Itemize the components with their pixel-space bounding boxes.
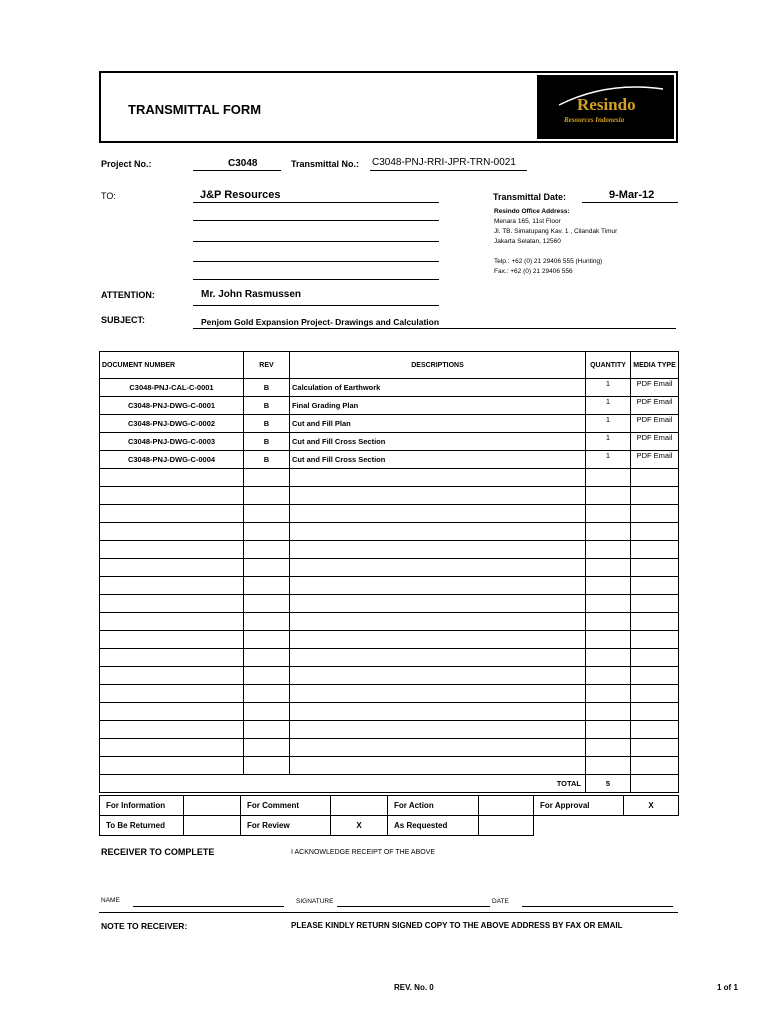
quantity-cell: [586, 757, 631, 775]
table-row: [100, 739, 679, 757]
description-cell: Final Grading Plan: [290, 397, 586, 415]
divider: [99, 912, 678, 913]
rev-cell: [244, 541, 290, 559]
description-cell: Cut and Fill Cross Section: [290, 433, 586, 451]
description-cell: [290, 523, 586, 541]
description-cell: [290, 757, 586, 775]
documents-table: [99, 351, 679, 793]
quantity-cell: 1: [586, 451, 631, 469]
to-be-returned-label: To Be Returned: [100, 816, 184, 836]
to-be-returned-box[interactable]: [184, 816, 241, 836]
rev-cell: [244, 469, 290, 487]
rev-cell: [244, 631, 290, 649]
doc-number-cell: [100, 469, 244, 487]
total-value: 5: [586, 775, 631, 793]
rev-cell: [244, 613, 290, 631]
signature-label: SIGNATURE: [296, 898, 334, 905]
quantity-cell: [586, 667, 631, 685]
rev-cell: [244, 757, 290, 775]
description-cell: [290, 739, 586, 757]
media-type-cell: [631, 649, 679, 667]
as-requested-label: As Requested: [388, 816, 479, 836]
quantity-cell: [586, 721, 631, 739]
quantity-cell: [586, 523, 631, 541]
table-row: [100, 595, 679, 613]
office-telp: Telp.: +62 (0) 21 29406 555 (Hunting): [494, 258, 603, 265]
for-approval-box[interactable]: X: [624, 796, 679, 816]
description-cell: [290, 505, 586, 523]
for-information-box[interactable]: [184, 796, 241, 816]
date-label: DATE: [492, 898, 509, 905]
media-type-cell: [631, 667, 679, 685]
doc-number-cell: [100, 541, 244, 559]
quantity-cell: [586, 559, 631, 577]
table-row: [100, 559, 679, 577]
transmittal-date-line: [582, 202, 678, 203]
doc-number-cell: [100, 703, 244, 721]
table-row: [100, 469, 679, 487]
for-approval-label: For Approval: [534, 796, 624, 816]
col-header-rev: REV: [244, 352, 290, 379]
quantity-cell: [586, 505, 631, 523]
office-line-3: Jakarta Selatan, 12560: [494, 238, 561, 245]
quantity-cell: [586, 613, 631, 631]
for-action-box[interactable]: [479, 796, 534, 816]
doc-number-cell: [100, 667, 244, 685]
for-comment-box[interactable]: [331, 796, 388, 816]
media-type-cell: PDF Email: [631, 379, 679, 397]
doc-number-cell: [100, 523, 244, 541]
quantity-cell: 1: [586, 415, 631, 433]
office-title: Resindo Office Address:: [494, 208, 570, 215]
rev-cell: B: [244, 415, 290, 433]
col-header-quantity: QUANTITY: [586, 352, 631, 379]
attention-line: [193, 305, 439, 306]
table-row: [100, 649, 679, 667]
quantity-cell: [586, 631, 631, 649]
table-row: [100, 433, 679, 451]
to-line-4: [193, 261, 439, 262]
svg-text:Resindo: Resindo: [577, 95, 636, 114]
table-row: [100, 541, 679, 559]
rev-cell: B: [244, 433, 290, 451]
quantity-cell: [586, 685, 631, 703]
media-type-cell: [631, 703, 679, 721]
rev-cell: [244, 505, 290, 523]
quantity-cell: [586, 541, 631, 559]
table-row: [100, 577, 679, 595]
quantity-cell: [586, 487, 631, 505]
table-row: [100, 451, 679, 469]
for-comment-label: For Comment: [241, 796, 331, 816]
table-row: [100, 631, 679, 649]
media-type-cell: [631, 541, 679, 559]
project-no-label: Project No.:: [101, 159, 152, 169]
table-row: [100, 487, 679, 505]
doc-number-cell: [100, 721, 244, 739]
media-type-cell: [631, 685, 679, 703]
description-cell: [290, 703, 586, 721]
table-row: [100, 523, 679, 541]
media-type-cell: [631, 487, 679, 505]
table-row: [100, 415, 679, 433]
rev-cell: [244, 595, 290, 613]
to-value: J&P Resources: [200, 189, 281, 201]
table-row: [100, 379, 679, 397]
for-review-box[interactable]: X: [331, 816, 388, 836]
table-row: [100, 667, 679, 685]
doc-number-cell: [100, 595, 244, 613]
transmittal-no-line: [370, 170, 527, 171]
description-cell: [290, 613, 586, 631]
quantity-cell: [586, 649, 631, 667]
attention-label: ATTENTION:: [101, 290, 155, 300]
description-cell: Cut and Fill Plan: [290, 415, 586, 433]
doc-number-cell: [100, 505, 244, 523]
name-label: NAME: [101, 897, 120, 904]
quantity-cell: [586, 739, 631, 757]
action-table: [99, 795, 679, 836]
to-line-2: [193, 220, 439, 221]
table-row: [100, 721, 679, 739]
signature-line[interactable]: [337, 906, 490, 907]
description-cell: [290, 469, 586, 487]
transmittal-date-label: Transmittal Date:: [493, 192, 567, 202]
doc-number-cell: [100, 685, 244, 703]
to-label: TO:: [101, 191, 116, 201]
rev-cell: [244, 559, 290, 577]
for-review-label: For Review: [241, 816, 331, 836]
rev-cell: [244, 739, 290, 757]
quantity-cell: 1: [586, 397, 631, 415]
description-cell: [290, 667, 586, 685]
doc-number-cell: C3048-PNJ-DWG-C-0003: [100, 433, 244, 451]
to-line-1: [193, 202, 439, 203]
doc-number-cell: [100, 757, 244, 775]
total-row: [100, 775, 679, 793]
media-type-cell: [631, 757, 679, 775]
doc-number-cell: [100, 739, 244, 757]
office-line-2: Jl. TB. Simatupang Kav. 1 , Cilandak Timur: [494, 228, 618, 235]
rev-cell: [244, 487, 290, 505]
rev-cell: [244, 577, 290, 595]
empty-cell: [624, 816, 679, 836]
attention-value: Mr. John Rasmussen: [201, 289, 302, 300]
description-cell: [290, 541, 586, 559]
table-row: [100, 613, 679, 631]
media-type-cell: PDF Email: [631, 415, 679, 433]
description-cell: [290, 721, 586, 739]
description-cell: [290, 631, 586, 649]
rev-cell: [244, 721, 290, 739]
as-requested-box[interactable]: [479, 816, 534, 836]
action-row-1: [100, 796, 679, 816]
description-cell: Calculation of Earthwork: [290, 379, 586, 397]
svg-text:Resources Indonesia: Resources Indonesia: [564, 116, 625, 124]
rev-cell: [244, 667, 290, 685]
transmittal-no-value: C3048-PNJ-RRI-JPR-TRN-0021: [372, 157, 516, 168]
description-cell: [290, 685, 586, 703]
rev-cell: [244, 685, 290, 703]
form-title: TRANSMITTAL FORM: [128, 102, 262, 117]
resindo-logo: [537, 75, 674, 139]
doc-number-cell: [100, 577, 244, 595]
media-type-cell: [631, 523, 679, 541]
media-type-cell: [631, 613, 679, 631]
total-label: TOTAL: [100, 775, 586, 793]
receiver-label: RECEIVER TO COMPLETE: [101, 847, 215, 857]
table-row: [100, 397, 679, 415]
table-row: [100, 685, 679, 703]
quantity-cell: 1: [586, 379, 631, 397]
col-header-doc-number: DOCUMENT NUMBER: [100, 352, 244, 379]
media-type-cell: [631, 595, 679, 613]
media-type-cell: [631, 505, 679, 523]
quantity-cell: [586, 595, 631, 613]
description-cell: [290, 649, 586, 667]
description-cell: [290, 487, 586, 505]
note-label: NOTE TO RECEIVER:: [101, 921, 188, 931]
doc-number-cell: C3048-PNJ-DWG-C-0004: [100, 451, 244, 469]
description-cell: [290, 559, 586, 577]
table-row: [100, 505, 679, 523]
quantity-cell: [586, 469, 631, 487]
for-action-label: For Action: [388, 796, 479, 816]
project-no-line: [193, 170, 281, 171]
media-type-cell: [631, 559, 679, 577]
rev-cell: [244, 523, 290, 541]
doc-number-cell: [100, 649, 244, 667]
col-header-media-type: MEDIA TYPE: [631, 352, 679, 379]
description-cell: Cut and Fill Cross Section: [290, 451, 586, 469]
rev-number: REV. No. 0: [394, 983, 434, 992]
subject-line: [193, 328, 676, 329]
table-row: [100, 757, 679, 775]
quantity-cell: [586, 577, 631, 595]
empty-cell: [534, 816, 624, 836]
office-fax: Fax.: +62 (0) 21 29406 556: [494, 268, 573, 275]
note-text: PLEASE KINDLY RETURN SIGNED COPY TO THE ABOVE ADDRESS BY FAX OR EMAIL: [291, 921, 623, 930]
to-line-5: [193, 279, 439, 280]
doc-number-cell: C3048-PNJ-CAL-C-0001: [100, 379, 244, 397]
media-type-cell: PDF Email: [631, 397, 679, 415]
doc-number-cell: C3048-PNJ-DWG-C-0001: [100, 397, 244, 415]
name-line[interactable]: [133, 906, 284, 907]
rev-cell: [244, 703, 290, 721]
media-type-cell: [631, 577, 679, 595]
office-line-1: Menara 165, 11st Floor: [494, 218, 561, 225]
rev-cell: B: [244, 379, 290, 397]
project-no-value: C3048: [228, 158, 258, 169]
media-type-cell: [631, 631, 679, 649]
doc-number-cell: [100, 613, 244, 631]
doc-number-cell: C3048-PNJ-DWG-C-0002: [100, 415, 244, 433]
transmittal-date-value: 9-Mar-12: [609, 189, 655, 201]
table-row: [100, 703, 679, 721]
col-header-descriptions: DESCRIPTIONS: [290, 352, 586, 379]
doc-number-cell: [100, 487, 244, 505]
description-cell: [290, 595, 586, 613]
action-row-2: [100, 816, 679, 836]
rev-cell: [244, 649, 290, 667]
media-type-cell: PDF Email: [631, 451, 679, 469]
quantity-cell: 1: [586, 433, 631, 451]
for-information-label: For Information: [100, 796, 184, 816]
total-media-cell: [631, 775, 679, 793]
rev-cell: B: [244, 397, 290, 415]
transmittal-no-label: Transmittal No.:: [291, 159, 360, 169]
subject-value: Penjom Gold Expansion Project- Drawings and Calculation: [201, 317, 440, 327]
table-header-row: [100, 352, 679, 379]
acknowledge-text: I ACKNOWLEDGE RECEIPT OF THE ABOVE: [291, 849, 436, 856]
media-type-cell: [631, 469, 679, 487]
doc-number-cell: [100, 631, 244, 649]
doc-number-cell: [100, 559, 244, 577]
date-line[interactable]: [522, 906, 673, 907]
rev-cell: B: [244, 451, 290, 469]
quantity-cell: [586, 703, 631, 721]
description-cell: [290, 577, 586, 595]
page-number: 1 of 1: [717, 983, 738, 992]
subject-label: SUBJECT:: [101, 315, 146, 325]
to-line-3: [193, 241, 439, 242]
media-type-cell: PDF Email: [631, 433, 679, 451]
media-type-cell: [631, 739, 679, 757]
media-type-cell: [631, 721, 679, 739]
